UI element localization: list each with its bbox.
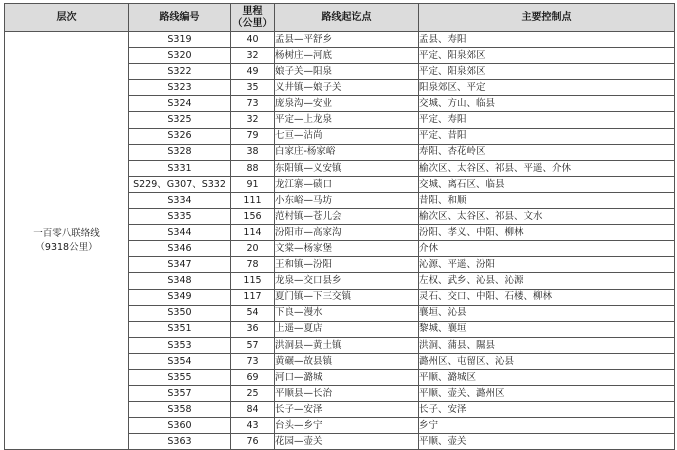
- route-length-cell: 79: [231, 128, 275, 144]
- route-range-cell: 孟县—平舒乡: [275, 32, 419, 48]
- route-code-cell: S357: [129, 386, 231, 402]
- route-range-cell: 下良—漫水: [275, 305, 419, 321]
- route-code-cell: S326: [129, 128, 231, 144]
- route-range-cell: 平顺县—长治: [275, 386, 419, 402]
- route-code-cell: S320: [129, 48, 231, 64]
- table-body: [5, 32, 675, 450]
- route-range-cell: 娘子关—阳泉: [275, 64, 419, 80]
- route-control-points-cell: 平定、阳泉郊区: [419, 48, 675, 64]
- route-code-cell: S358: [129, 402, 231, 418]
- route-length-cell: 43: [231, 418, 275, 434]
- route-control-points-cell: 平定、阳泉郊区: [419, 64, 675, 80]
- header-level: 层次: [5, 4, 129, 32]
- route-control-points-cell: 交城、方山、临县: [419, 96, 675, 112]
- route-length-cell: 38: [231, 144, 275, 160]
- level-total-length: （9318公里）: [35, 241, 98, 253]
- route-control-points-cell: 榆次区、太谷区、祁县、平遥、介休: [419, 160, 675, 176]
- route-code-cell: S347: [129, 257, 231, 273]
- route-code-cell: S344: [129, 225, 231, 241]
- route-length-cell: 78: [231, 257, 275, 273]
- route-control-points-cell: 长子、安泽: [419, 402, 675, 418]
- route-control-points-cell: 黎城、襄垣: [419, 321, 675, 337]
- route-range-cell: 洪洞县—黄土镇: [275, 337, 419, 353]
- route-control-points-cell: 寿阳、杏花岭区: [419, 144, 675, 160]
- route-range-cell: 平定—上龙泉: [275, 112, 419, 128]
- route-length-cell: 32: [231, 112, 275, 128]
- route-range-cell: 庞泉沟—安业: [275, 96, 419, 112]
- route-length-cell: 57: [231, 337, 275, 353]
- level-name: 一百零八联络线: [33, 227, 100, 239]
- route-range-cell: 台头—乡宁: [275, 418, 419, 434]
- route-length-cell: 73: [231, 96, 275, 112]
- route-length-cell: 25: [231, 386, 275, 402]
- route-code-cell: S353: [129, 337, 231, 353]
- route-length-cell: 156: [231, 209, 275, 225]
- route-control-points-cell: 平顺、壶关、潞州区: [419, 386, 675, 402]
- route-code-cell: S363: [129, 434, 231, 450]
- route-code-cell: S354: [129, 353, 231, 369]
- route-table: [4, 3, 675, 450]
- route-control-points-cell: 阳泉郊区、平定: [419, 80, 675, 96]
- header-row: [5, 4, 675, 32]
- route-length-cell: 84: [231, 402, 275, 418]
- route-control-points-cell: 襄垣、沁县: [419, 305, 675, 321]
- route-code-cell: S319: [129, 32, 231, 48]
- route-length-cell: 114: [231, 225, 275, 241]
- route-control-points-cell: 乡宁: [419, 418, 675, 434]
- route-control-points-cell: 孟县、寿阳: [419, 32, 675, 48]
- route-length-cell: 40: [231, 32, 275, 48]
- route-range-cell: 文棠—杨家堡: [275, 241, 419, 257]
- route-code-cell: S351: [129, 321, 231, 337]
- route-length-cell: 88: [231, 160, 275, 176]
- route-range-cell: 龙泉—交口县乡: [275, 273, 419, 289]
- route-code-cell: S355: [129, 369, 231, 385]
- route-code-cell: S334: [129, 192, 231, 208]
- header-range: 路线起讫点: [275, 4, 419, 32]
- route-range-cell: 河口—潞城: [275, 369, 419, 385]
- route-range-cell: 东阳镇—义安镇: [275, 160, 419, 176]
- route-range-cell: 花园—壶关: [275, 434, 419, 450]
- route-code-cell: S324: [129, 96, 231, 112]
- route-control-points-cell: 平顺、潞城区: [419, 369, 675, 385]
- route-length-cell: 32: [231, 48, 275, 64]
- route-range-cell: 范村镇—苍儿会: [275, 209, 419, 225]
- route-control-points-cell: 交城、离石区、临县: [419, 176, 675, 192]
- route-code-cell: S346: [129, 241, 231, 257]
- route-range-cell: 杨树庄—河底: [275, 48, 419, 64]
- route-length-cell: 69: [231, 369, 275, 385]
- route-code-cell: S229、G307、S332: [129, 176, 231, 192]
- route-code-cell: S350: [129, 305, 231, 321]
- route-control-points-cell: 洪洞、蒲县、隰县: [419, 337, 675, 353]
- route-range-cell: 白家庄-杨家峪: [275, 144, 419, 160]
- route-range-cell: 王和镇—汾阳: [275, 257, 419, 273]
- route-code-cell: S328: [129, 144, 231, 160]
- route-range-cell: 上遥—夏店: [275, 321, 419, 337]
- route-length-cell: 111: [231, 192, 275, 208]
- table-row: [5, 32, 675, 48]
- route-length-cell: 54: [231, 305, 275, 321]
- route-range-cell: 汾阳市—高家沟: [275, 225, 419, 241]
- route-length-cell: 76: [231, 434, 275, 450]
- route-range-cell: 黄碾—故县镇: [275, 353, 419, 369]
- route-range-cell: 长子—安泽: [275, 402, 419, 418]
- route-length-cell: 73: [231, 353, 275, 369]
- route-code-cell: S322: [129, 64, 231, 80]
- route-length-cell: 20: [231, 241, 275, 257]
- header-length-line2: （公里）: [232, 17, 273, 29]
- route-control-points-cell: 潞州区、屯留区、沁县: [419, 353, 675, 369]
- header-code: 路线编号: [129, 4, 231, 32]
- level-cell: [5, 32, 129, 450]
- header-control: 主要控制点: [419, 4, 675, 32]
- route-code-cell: S360: [129, 418, 231, 434]
- route-control-points-cell: 沁源、平遥、汾阳: [419, 257, 675, 273]
- route-range-cell: 夏门镇—下三交镇: [275, 289, 419, 305]
- route-control-points-cell: 灵石、交口、中阳、石楼、柳林: [419, 289, 675, 305]
- route-control-points-cell: 平顺、壶关: [419, 434, 675, 450]
- route-control-points-cell: 昔阳、和顺: [419, 192, 675, 208]
- route-length-cell: 49: [231, 64, 275, 80]
- route-code-cell: S348: [129, 273, 231, 289]
- route-control-points-cell: 平定、昔阳: [419, 128, 675, 144]
- route-control-points-cell: 左权、武乡、沁县、沁源: [419, 273, 675, 289]
- route-length-cell: 36: [231, 321, 275, 337]
- route-code-cell: S331: [129, 160, 231, 176]
- route-range-cell: 义井镇—娘子关: [275, 80, 419, 96]
- route-length-cell: 35: [231, 80, 275, 96]
- route-control-points-cell: 平定、寿阳: [419, 112, 675, 128]
- route-code-cell: S349: [129, 289, 231, 305]
- route-range-cell: 小东峪—马坊: [275, 192, 419, 208]
- route-length-cell: 115: [231, 273, 275, 289]
- header-length-line1: 里程: [242, 5, 263, 17]
- route-code-cell: S325: [129, 112, 231, 128]
- route-control-points-cell: 汾阳、孝义、中阳、柳林: [419, 225, 675, 241]
- route-control-points-cell: 介休: [419, 241, 675, 257]
- route-control-points-cell: 榆次区、太谷区、祁县、文水: [419, 209, 675, 225]
- route-length-cell: 91: [231, 176, 275, 192]
- route-range-cell: 龙江寨—碛口: [275, 176, 419, 192]
- route-length-cell: 117: [231, 289, 275, 305]
- route-range-cell: 七亘—沾尚: [275, 128, 419, 144]
- route-code-cell: S335: [129, 209, 231, 225]
- header-length: [231, 4, 275, 32]
- route-code-cell: S323: [129, 80, 231, 96]
